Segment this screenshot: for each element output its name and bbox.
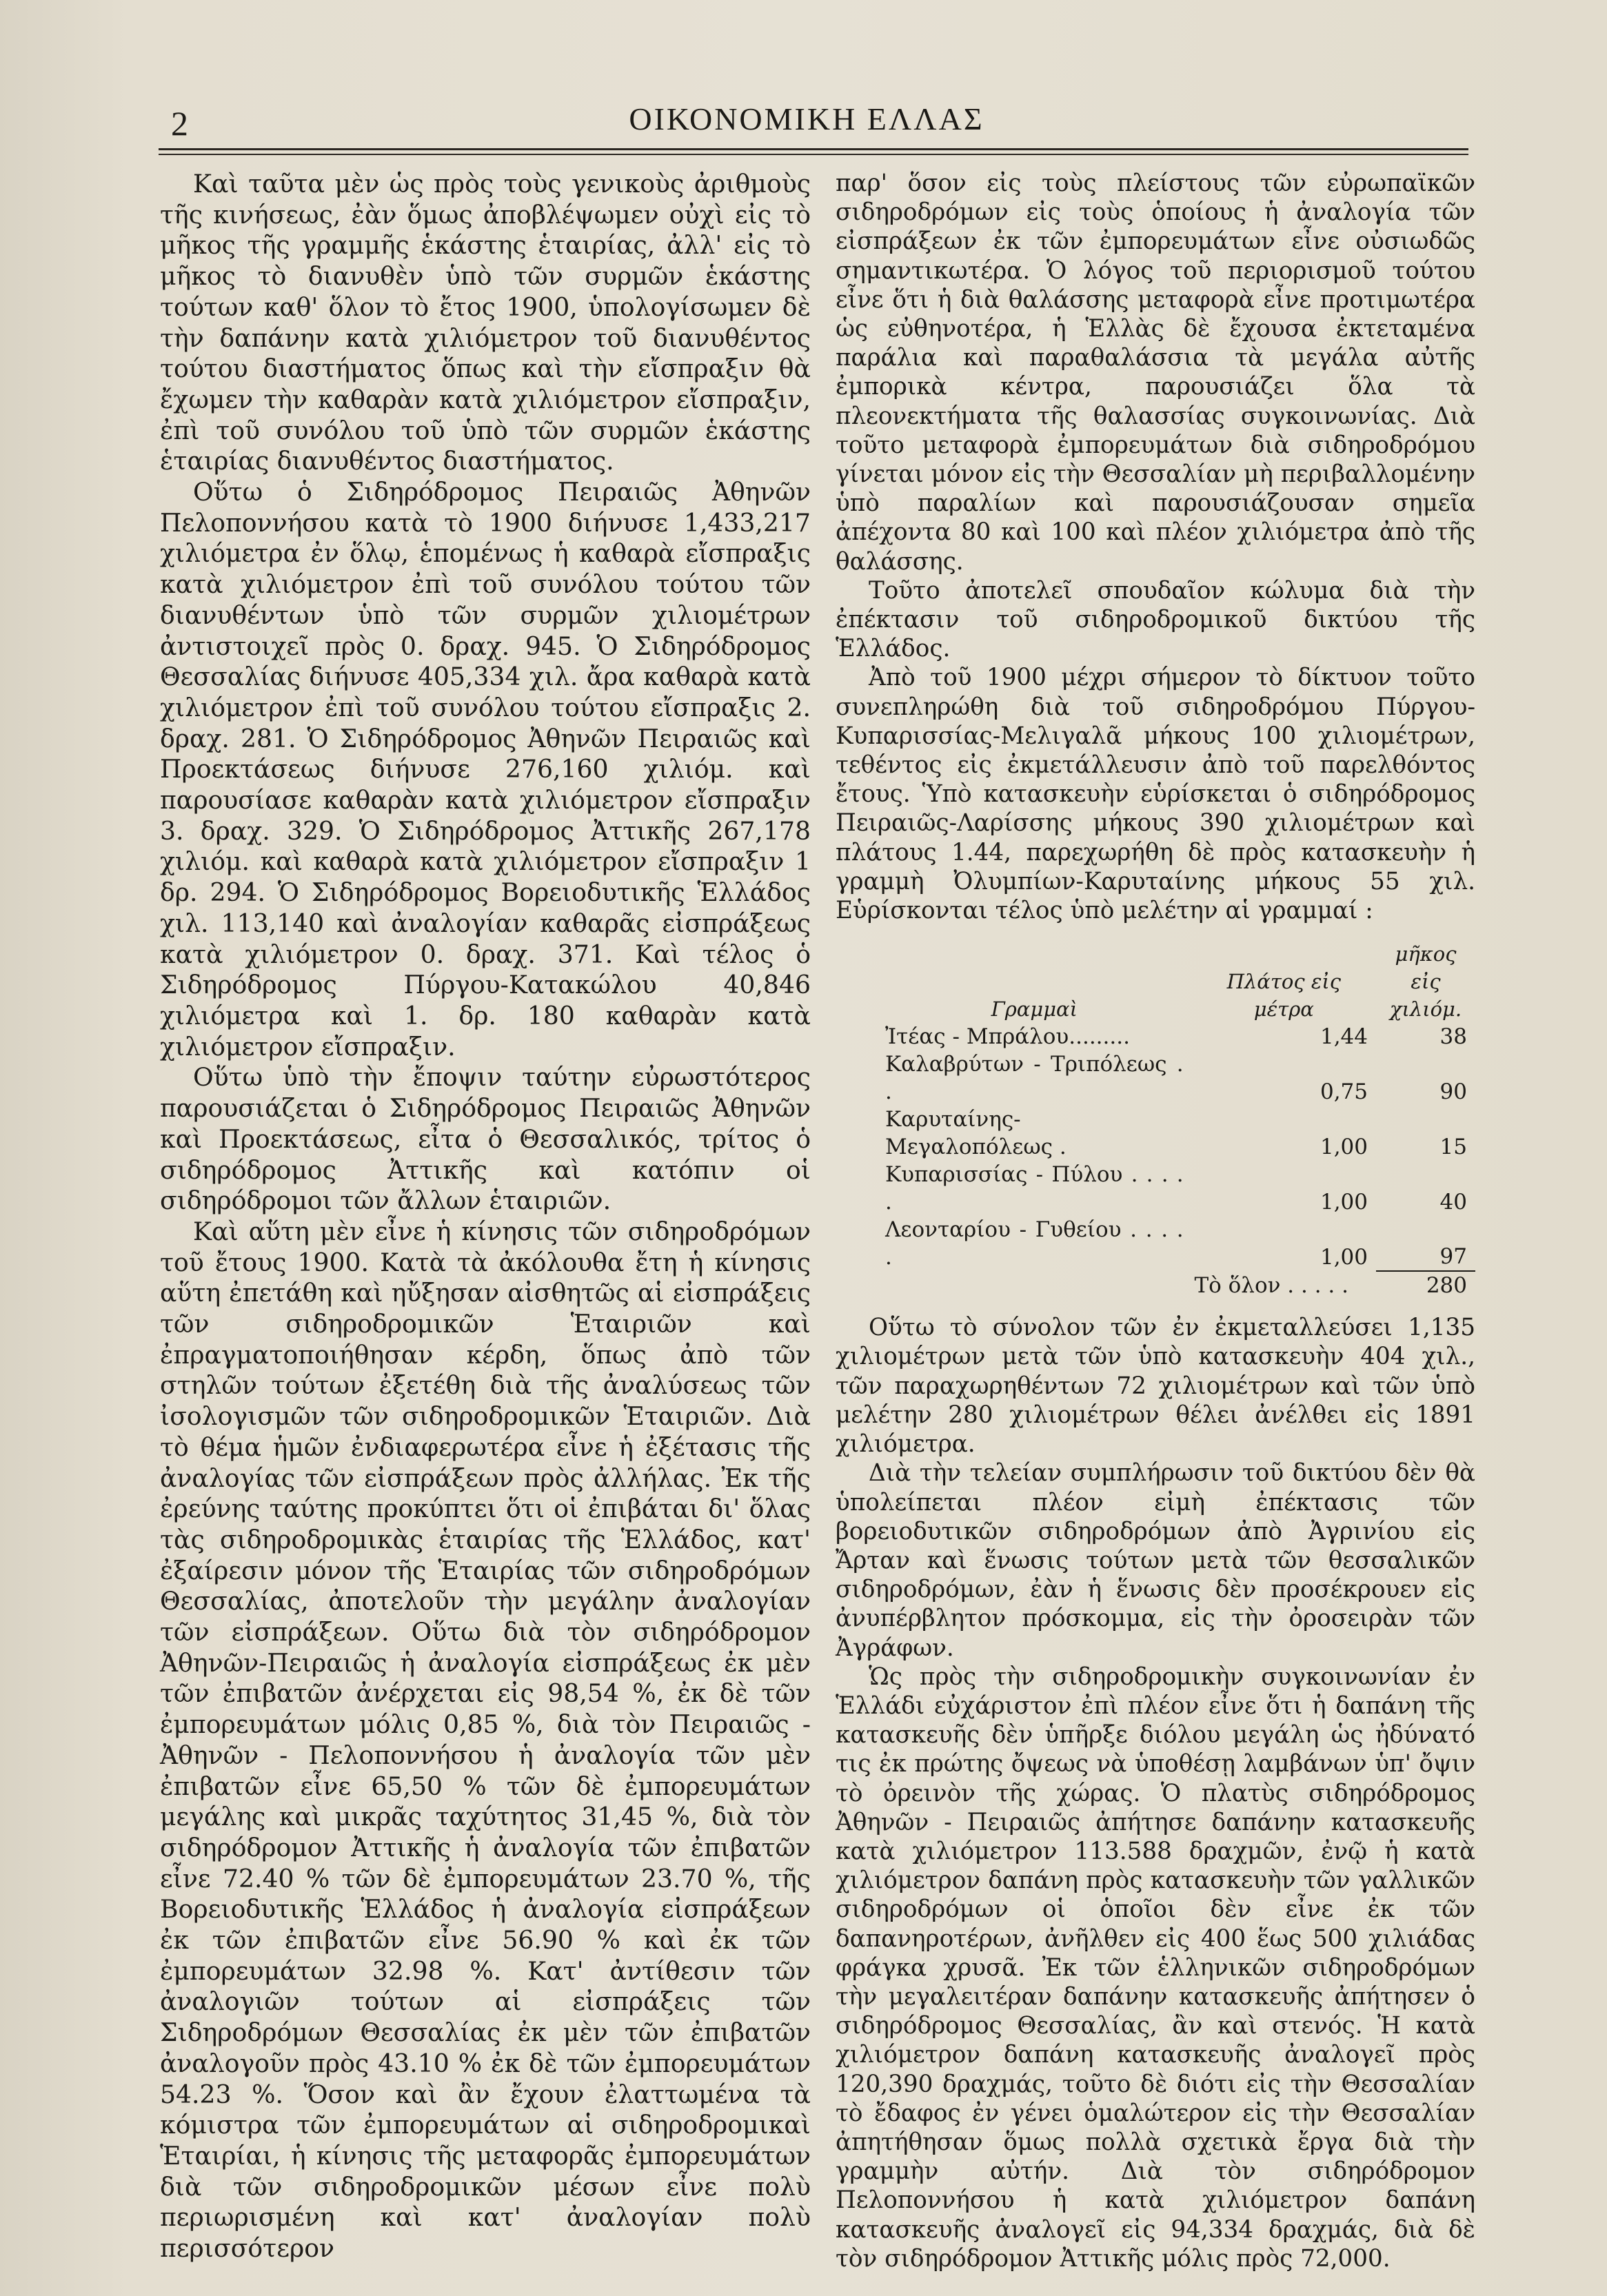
line-name: Λεονταρίου - Γυθείου . . . . .: [885, 1217, 1184, 1270]
line-length: 15: [1439, 1135, 1467, 1160]
paragraph: Ὡς πρὸς τὴν σιδηροδρομικὴν συγκοινωνίαν ἐν Ἑλλάδι εὐχάριστον ἐπὶ πλέον εἶνε ὅτι ἡ δαπάνη τῆς κατασκευῆς δὲν ὑπῆρξε διόλου μεγάλη ὡς ἠδύνατό τις ἐκ πρώτης ὄψεως νὰ ὑποθέσῃ λαμβάνων ὑπ' ὄψιν τὸ ὀρεινὸν τῆς χώρας. Ὁ πλατὺς σιδηρόδρομος Ἀθηνῶν - Πειραιῶς ἀπήτησε δαπάνην κατασκευῆς κατὰ χιλιόμετρον 113.588 δραχμῶν, ἐνῷ ἡ κατὰ χιλιόμετρον δαπάνη πρὸς κατασκευὴν τῶν γαλλικῶν σιδηροδρόμων οἱ ὁποῖοι δὲν εἶνε ἐκ τῶν δαπανηροτέρων, ἀνῆλθεν εἰς 400 ἕως 500 χιλιάδας φράγκα χρυσᾶ. Ἐκ τῶν ἑλληνικῶν σιδηροδρόμων τὴν μεγαλειτέραν δαπάνην κατασκευῆς ἀπήτησεν ὁ σιδηρόδρομος Θεσσαλίας, ἂν καὶ στενός. Ἡ κατὰ χιλιόμετρον δαπάνη κατασκευῆς ἀναλογεῖ πρὸς 120,390 δραχμάς, τοῦτο δὲ διότι εἰς τὴν Θεσσαλίαν τὸ ἔδαφος ἐν γένει ὁμαλώτερον εἰς τὴν Θεσσαλίαν ἀπητήθησαν ὅμως πολλὰ σχετικὰ ἔργα διὰ τὴν γραμμὴν αὐτήν. Διὰ τὸν σιδηρόδρομον Πελοποννήσου ἡ κατὰ χιλιόμετρον δαπάνη κατασκευῆς ἀναλογεῖ εἰς 94,334 δραχμάς, διὰ δὲ τὸν σιδηρόδρομον Ἀττικῆς μόλις πρὸς 72,000.: [836, 1663, 1475, 2273]
paragraph: Καὶ αὕτη μὲν εἶνε ἡ κίνησις τῶν σιδηροδρόμων τοῦ ἔτους 1900. Κατὰ τὰ ἀκόλουθα ἔτη ἡ κίνησις αὕτη ἐπετάθη καὶ ηὔξησαν αἰσθητῶς αἱ εἰσπράξεις τῶν σιδηροδρομικῶν Ἑταιριῶν καὶ ἐπραγματοποιήθησαν κέρδη, ὅπως ἀπὸ τῶν στηλῶν τούτων ἐξετέθη διὰ τῆς ἀναλύσεως τῶν ἰσολογισμῶν τῶν σιδηροδρομικῶν Ἑταιριῶν. Διὰ τὸ θέμα ἡμῶν ἐνδιαφερωτέρα εἶνε ἡ ἐξέτασις τῆς ἀναλογίας τῶν εἰσπράξεων πρὸς ἀλλήλας. Ἐκ τῆς ἐρεύνης ταύτης προκύπτει ὅτι οἱ ἐπιβάται δι' ὅλας τὰς σιδηροδρομικὰς ἑταιρίας τῆς Ἑλλάδος, κατ' ἐξαίρεσιν μόνον τῆς Ἑταιρίας τῶν σιδηροδρόμων Θεσσαλίας, ἀποτελοῦν τὴν μεγάλην ἀναλογίαν τῶν εἰσπράξεων. Οὕτω διὰ τὸν σιδηρόδρομον Ἀθηνῶν-Πειραιῶς ἡ ἀναλογία εἰσπράξεως ἐκ μὲν τῶν ἐπιβατῶν ἀνέρχεται εἰς 98,54 %, ἐκ δὲ τῶν ἐμπορευμάτων μόλις 0,85 %, διὰ τὸν Πειραιῶς - Ἀθηνῶν - Πελοποννήσου ἡ ἀναλογία τῶν μὲν ἐπιβατῶν εἶνε 65,50 % τῶν δὲ ἐμπορευμάτων μεγάλης καὶ μικρᾶς ταχύτητος 31,45 %, διὰ τὸν σιδηρόδρομον Ἀττικῆς ἡ ἀναλογία τῶν ἐπιβατῶν εἶνε 72.40 % τῶν δὲ ἐμπορευμάτων 23.70 %, τῆς Βορειοδυτικῆς Ἑλλάδος ἡ ἀναλογία εἰσπράξεων ἐκ τῶν ἐπιβατῶν εἶνε 56.90 % καὶ ἐκ τῶν ἐμπορευμάτων 32.98 %. Κατ' ἀντίθεσιν τῶν ἀναλογιῶν τούτων αἱ εἰσπράξεις τῶν Σιδηροδρόμων Θεσσαλίας ἐκ μὲν τῶν ἐπιβατῶν ἀναλογοῦν πρὸς 43.10 % ἐκ δὲ τῶν ἐμπορευμάτων 54.23 %. Ὅσον καὶ ἂν ἔχουν ἐλαττωμένα τὰ κόμιστρα τῶν ἐμπορευμάτων αἱ σιδηροδρομικαὶ Ἑταιρίαι, ἡ κίνησις τῆς μεταφορᾶς ἐμπορευμάτων διὰ τῶν σιδηροδρομικῶν μέσων εἶνε πολὺ περιωρισμένη καὶ κατ' ἀναλογίαν πολὺ περισσότερον: [160, 1216, 811, 2264]
right-column: [836, 169, 1475, 2273]
column-header: Γραμμαὶ: [991, 997, 1078, 1022]
line-length: 38: [1439, 1024, 1467, 1050]
line-name: Καρυταίνης-Μεγαλοπόλεως .: [885, 1107, 1067, 1160]
paragraph: παρ' ὅσον εἰς τοὺς πλείστους τῶν εὐρωπαϊκῶν σιδηροδρόμων εἰς τοὺς ὁποίους ἡ ἀναλογία τῶν εἰσπράξεων ἐκ τῶν ἐμπορευμάτων εἶνε οὐσιωδῶς σημαντικωτέρα. Ὁ λόγος τοῦ περιορισμοῦ τούτου εἶνε ὅτι ἡ διὰ θαλάσσης μεταφορὰ εἶνε προτιμωτέρα ὡς εὐθηνοτέρα, ἡ Ἑλλὰς δὲ ἔχουσα ἐκτεταμένα παράλια καὶ παραθαλάσσια τὰ μεγάλα αὐτῆς ἐμπορικὰ κέντρα, παρουσιάζει ὅλα τὰ πλεονεκτήματα τῆς θαλασσίας συγκοινωνίας. Διὰ τοῦτο μεταφορὰ ἐμπορευμάτων διὰ σιδηροδρόμου γίνεται μόνον εἰς τὴν Θεσσαλίαν μὴ περιβαλλομένην ὑπὸ παραλίων καὶ παρουσιάζουσαν σημεῖα ἀπέχοντα 80 καὶ 100 καὶ πλέον χιλιόμετρα ἀπὸ τῆς θαλάσσης.: [836, 170, 1475, 576]
line-width: 1,00: [1320, 1245, 1368, 1270]
paragraph: Καὶ ταῦτα μὲν ὡς πρὸς τοὺς γενικοὺς ἀριθμοὺς τῆς κινήσεως, ἐὰν ὅμως ἀποβλέψωμεν οὐχὶ εἰς τὸ μῆκος τῆς γραμμῆς ἑκάστης ἑταιρίας, ἀλλ' εἰς τὸ μῆκος τὸ διανυθὲν ὑπὸ τῶν συρμῶν ἑκάστης τούτων καθ' ὅλον τὸ ἔτος 1900, ὑπολογίσωμεν δὲ τὴν δαπάνην κατὰ χιλιόμετρον τοῦ διανυθέντος τούτου διαστήματος ὅπως καὶ τὴν εἴσπραξιν θὰ ἔχωμεν τὴν καθαρὰν κατὰ χιλιόμετρον εἴσπραξιν, ἐπὶ τοῦ συνόλου τοῦ ὑπὸ τῶν συρμῶν ἑκάστης ἑταιρίας διανυθέντος διαστήματος.: [160, 169, 811, 476]
line-length: 90: [1439, 1079, 1467, 1105]
line-width: 0,75: [1320, 1079, 1368, 1105]
line-length: 40: [1439, 1190, 1467, 1215]
page-number: 2: [171, 104, 188, 143]
line-name: Καλαβρύτων - Τριπόλεως . .: [885, 1052, 1184, 1105]
paragraph: Οὕτω ὑπὸ τὴν ἔποψιν ταύτην εὐρωστότερος παρουσιάζεται ὁ Σιδηρόδρομος Πειραιῶς Ἀθηνῶν καὶ Προεκτάσεως, εἶτα ὁ Θεσσαλικός, τρίτος ὁ σιδηρόδρομος Ἀττικῆς καὶ κατόπιν οἱ σιδηρόδρομοι τῶν ἄλλων ἑταιριῶν.: [160, 1062, 811, 1216]
column-header: μῆκος εἰς χιλιόμ.: [1389, 942, 1462, 1022]
paragraph: Τοῦτο ἀποτελεῖ σπουδαῖον κώλυμα διὰ τὴν ἐπέκτασιν τοῦ σιδηροδρομικοῦ δικτύου τῆς Ἑλλάδος.: [836, 576, 1475, 663]
page-header: [152, 91, 1462, 146]
table-row: [877, 1216, 1475, 1271]
total-label: Τὸ ὅλον . . . . .: [1194, 1273, 1348, 1299]
line-name: Ἰτέας - Μπράλου.........: [885, 1024, 1130, 1050]
line-name: Κυπαρισσίας - Πύλου . . . . .: [885, 1162, 1184, 1215]
running-title: ΟΙΚΟΝΟΜΙΚΗ ΕΛΛΑΣ: [629, 101, 984, 136]
line-width: 1,00: [1320, 1190, 1368, 1215]
left-column: [160, 169, 811, 2264]
total-value: 280: [1376, 1271, 1475, 1299]
table-row: [877, 1161, 1475, 1216]
paragraph: Οὕτω ὁ Σιδηρόδρομος Πειραιῶς Ἀθηνῶν Πελοποννήσου κατὰ τὸ 1900 διήνυσε 1,433,217 χιλιόμετρα ἐν ὅλῳ, ἑπομένως ἡ καθαρὰ εἴσπραξις κατὰ χιλιόμετρον ἐπὶ τοῦ συνόλου τούτου τῶν διανυθέντων ὑπὸ τῶν συρμῶν χιλιομέτρων ἀντιστοιχεῖ πρὸς 0. δραχ. 945. Ὁ Σιδηρόδρομος Θεσσαλίας διήνυσε 405,334 χιλ. ἄρα καθαρὰ κατὰ χιλιόμετρον ἐπὶ τοῦ συνόλου τούτου εἴσπραξις 2. δραχ. 281. Ὁ Σιδηρόδρομος Ἀθηνῶν Πειραιῶς καὶ Προεκτάσεως διήνυσε 276,160 χιλιόμ. καὶ παρουσίασε καθαρὰν κατὰ χιλιόμετρον εἴσπραξιν 3. δραχ. 329. Ὁ Σιδηρόδρομος Ἀττικῆς 267,178 χιλιόμ. καὶ καθαρὰ κατὰ χιλιόμετρον εἴσπραξιν 1 δρ. 294. Ὁ Σιδηρόδρομος Βορειοδυτικῆς Ἑλλάδος χιλ. 113,140 καὶ ἀναλογίαν καθαρᾶς εἰσπράξεως κατὰ χιλιόμετρον 0. δραχ. 371. Καὶ τέλος ὁ Σιδηρόδρομος Πύργου-Κατακώλου 40,846 χιλιόμετρα καὶ 1. δρ. 180 καθαρὰν κατὰ χιλιόμετρον εἴσπραξιν.: [160, 477, 811, 1061]
column-header: Πλάτος εἰς μέτρα: [1226, 970, 1341, 1022]
table-row: [877, 1106, 1475, 1161]
paragraph: Διὰ τὴν τελείαν συμπλήρωσιν τοῦ δικτύου δὲν θὰ ὑπολείπεται πλέον εἰμὴ ἐπέκτασις τῶν βορειοδυτικῶν σιδηροδρόμων ἀπὸ Ἀγρινίου εἰς Ἄρταν καὶ ἕνωσις τούτων μετὰ τῶν θεσσαλικῶν σιδηροδρόμων, ἐὰν ἡ ἕνωσις δὲν προσέκρουεν εἰς ἀνυπέρβλητον πρόσκομμα, εἰς τὴν ὀροσειρὰν τῶν Ἀγράφων.: [836, 1459, 1475, 1662]
table-total-row: [877, 1271, 1475, 1299]
line-length: 97: [1439, 1244, 1467, 1270]
table-row: [877, 1023, 1475, 1050]
line-width: 1,44: [1320, 1024, 1368, 1050]
header-rule-thin: [159, 154, 1468, 155]
header-rule: [159, 148, 1468, 150]
table-row: [877, 1050, 1475, 1106]
paragraph: Οὕτω τὸ σύνολον τῶν ἐν ἐκμεταλλεύσει 1,135 χιλιομέτρων μετὰ τῶν ὑπὸ κατασκευὴν 404 χιλ., τῶν παραχωρηθέντων 72 χιλιομέτρων καὶ τῶν ὑπὸ μελέτην 280 χιλιομέτρων θέλει ἀνέλθει εἰς 1891 χιλιόμετρα.: [836, 1314, 1475, 1459]
paragraph: Ἀπὸ τοῦ 1900 μέχρι σήμερον τὸ δίκτυον τοῦτο συνεπληρώθη διὰ τοῦ σιδηροδρόμου Πύργου-Κυπαρισσίας-Μελιγαλᾶ μήκους 100 χιλιομέτρων, τεθέντος εἰς ἐκμετάλλευσιν ἀπὸ τοῦ παρελθόντος ἔτους. Ὑπὸ κατασκευὴν εὑρίσκεται ὁ σιδηρόδρομος Πειραιῶς-Λαρίσσης μήκους 390 χιλιομέτρων καὶ πλάτους 1.44, παρεχωρήθη δὲ πρὸς κατασκευὴν ἡ γραμμὴ Ὀλυμπίων-Καρυταίνης μήκους 55 χιλ. Εὑρίσκονται τέλος ὑπὸ μελέτην αἱ γραμμαί :: [836, 664, 1475, 925]
railway-lines-table: [877, 940, 1475, 1299]
table-header-row: [877, 940, 1475, 1023]
line-width: 1,00: [1320, 1135, 1368, 1160]
